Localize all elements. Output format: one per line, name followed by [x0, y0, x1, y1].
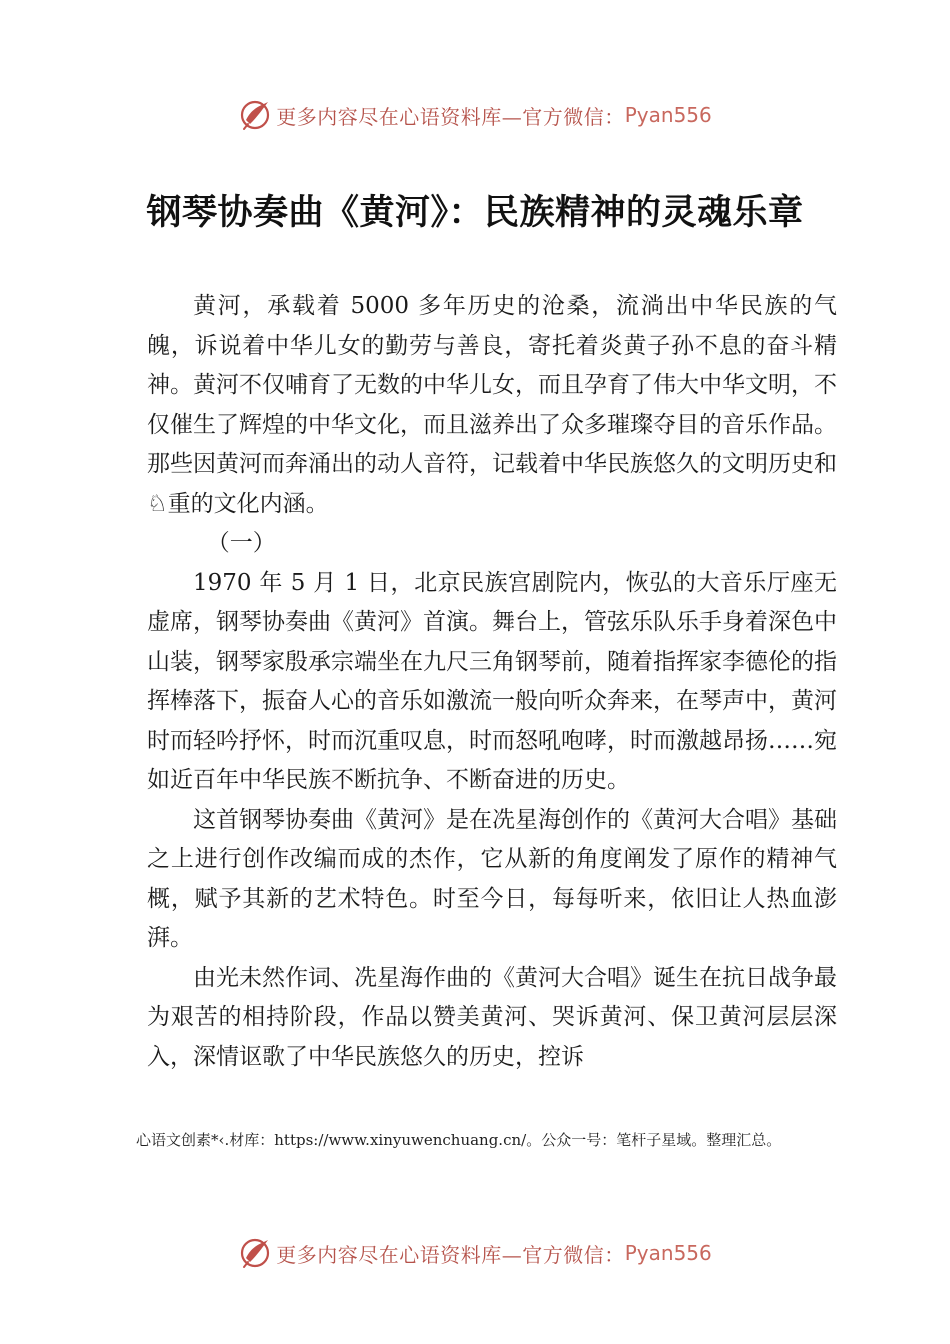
- paragraph: 这首钢琴协奏曲《黄河》是在冼星海创作的《黄河大合唱》基础之上进行创作改编而成的杰作，它从新的角度阐发了原作的精神气概，赋予其新的艺术特色。时至今日，每每听来，依旧让人热血澎湃。: [147, 806, 837, 951]
- banner-text: 更多内容尽在心语资料库—官方微信：: [276, 1242, 625, 1267]
- logo-icon: [238, 1236, 272, 1270]
- section-heading: （一）: [206, 530, 276, 556]
- footnote: 心语文创素*‹.材库：https://www.xinyuwenchuang.cn/。公众一号：笔杆子星域。整理汇总。: [136, 1131, 782, 1149]
- paragraph: 由光未然作词、冼星海作曲的《黄河大合唱》诞生在抗日战争最为艰苦的相持阶段，作品以赞美黄河、哭诉黄河、保卫黄河层层深入，深情讴歌了中华民族悠久的历史，控诉: [147, 964, 837, 1070]
- footer-banner: [0, 1233, 950, 1273]
- page-title: 钢琴协奏曲《黄河》：民族精神的灵魂乐章: [146, 192, 804, 233]
- article-body: [147, 287, 837, 1077]
- paragraph: 1970 年 5 月 1 日，北京民族宫剧院内，恢弘的大音乐厅座无虚席，钢琴协奏曲《黄河》首演。舞台上，管弦乐队乐手身着深色中山装，钢琴家殷承宗端坐在九尺三角钢琴前，随着指挥家李德伦的指挥棒落下，振奋人心的音乐如激流一般向听众奔来，在琴声中，黄河时而轻吟抒怀，时而沉重叹息，时而怒吼咆哮，时而激越昂扬……宛如近百年中华民族不断抗争、不断奋进的历史。: [147, 569, 837, 793]
- header-banner: [0, 95, 950, 135]
- banner-text: 更多内容尽在心语资料库—官方微信：: [276, 104, 625, 129]
- banner-wechat-id: Pyan556: [624, 1241, 712, 1265]
- banner-wechat-id: Pyan556: [624, 103, 712, 127]
- paragraph: 黄河，承载着 5000 多年历史的沧桑，流淌出中华民族的气魄，诉说着中华儿女的勤劳与善良，寄托着炎黄子孙不息的奋斗精神。黄河不仅哺育了无数的中华儿女，而且孕育了伟大中华文明，不仅催生了辉煌的中华文化，而且滋养出了众多璀璨夺目的音乐作品。那些因黄河而奔涌出的动人音符，记载着中华民族悠久的文明历史和♘重的文化内涵。: [147, 293, 837, 517]
- logo-icon: [238, 98, 272, 132]
